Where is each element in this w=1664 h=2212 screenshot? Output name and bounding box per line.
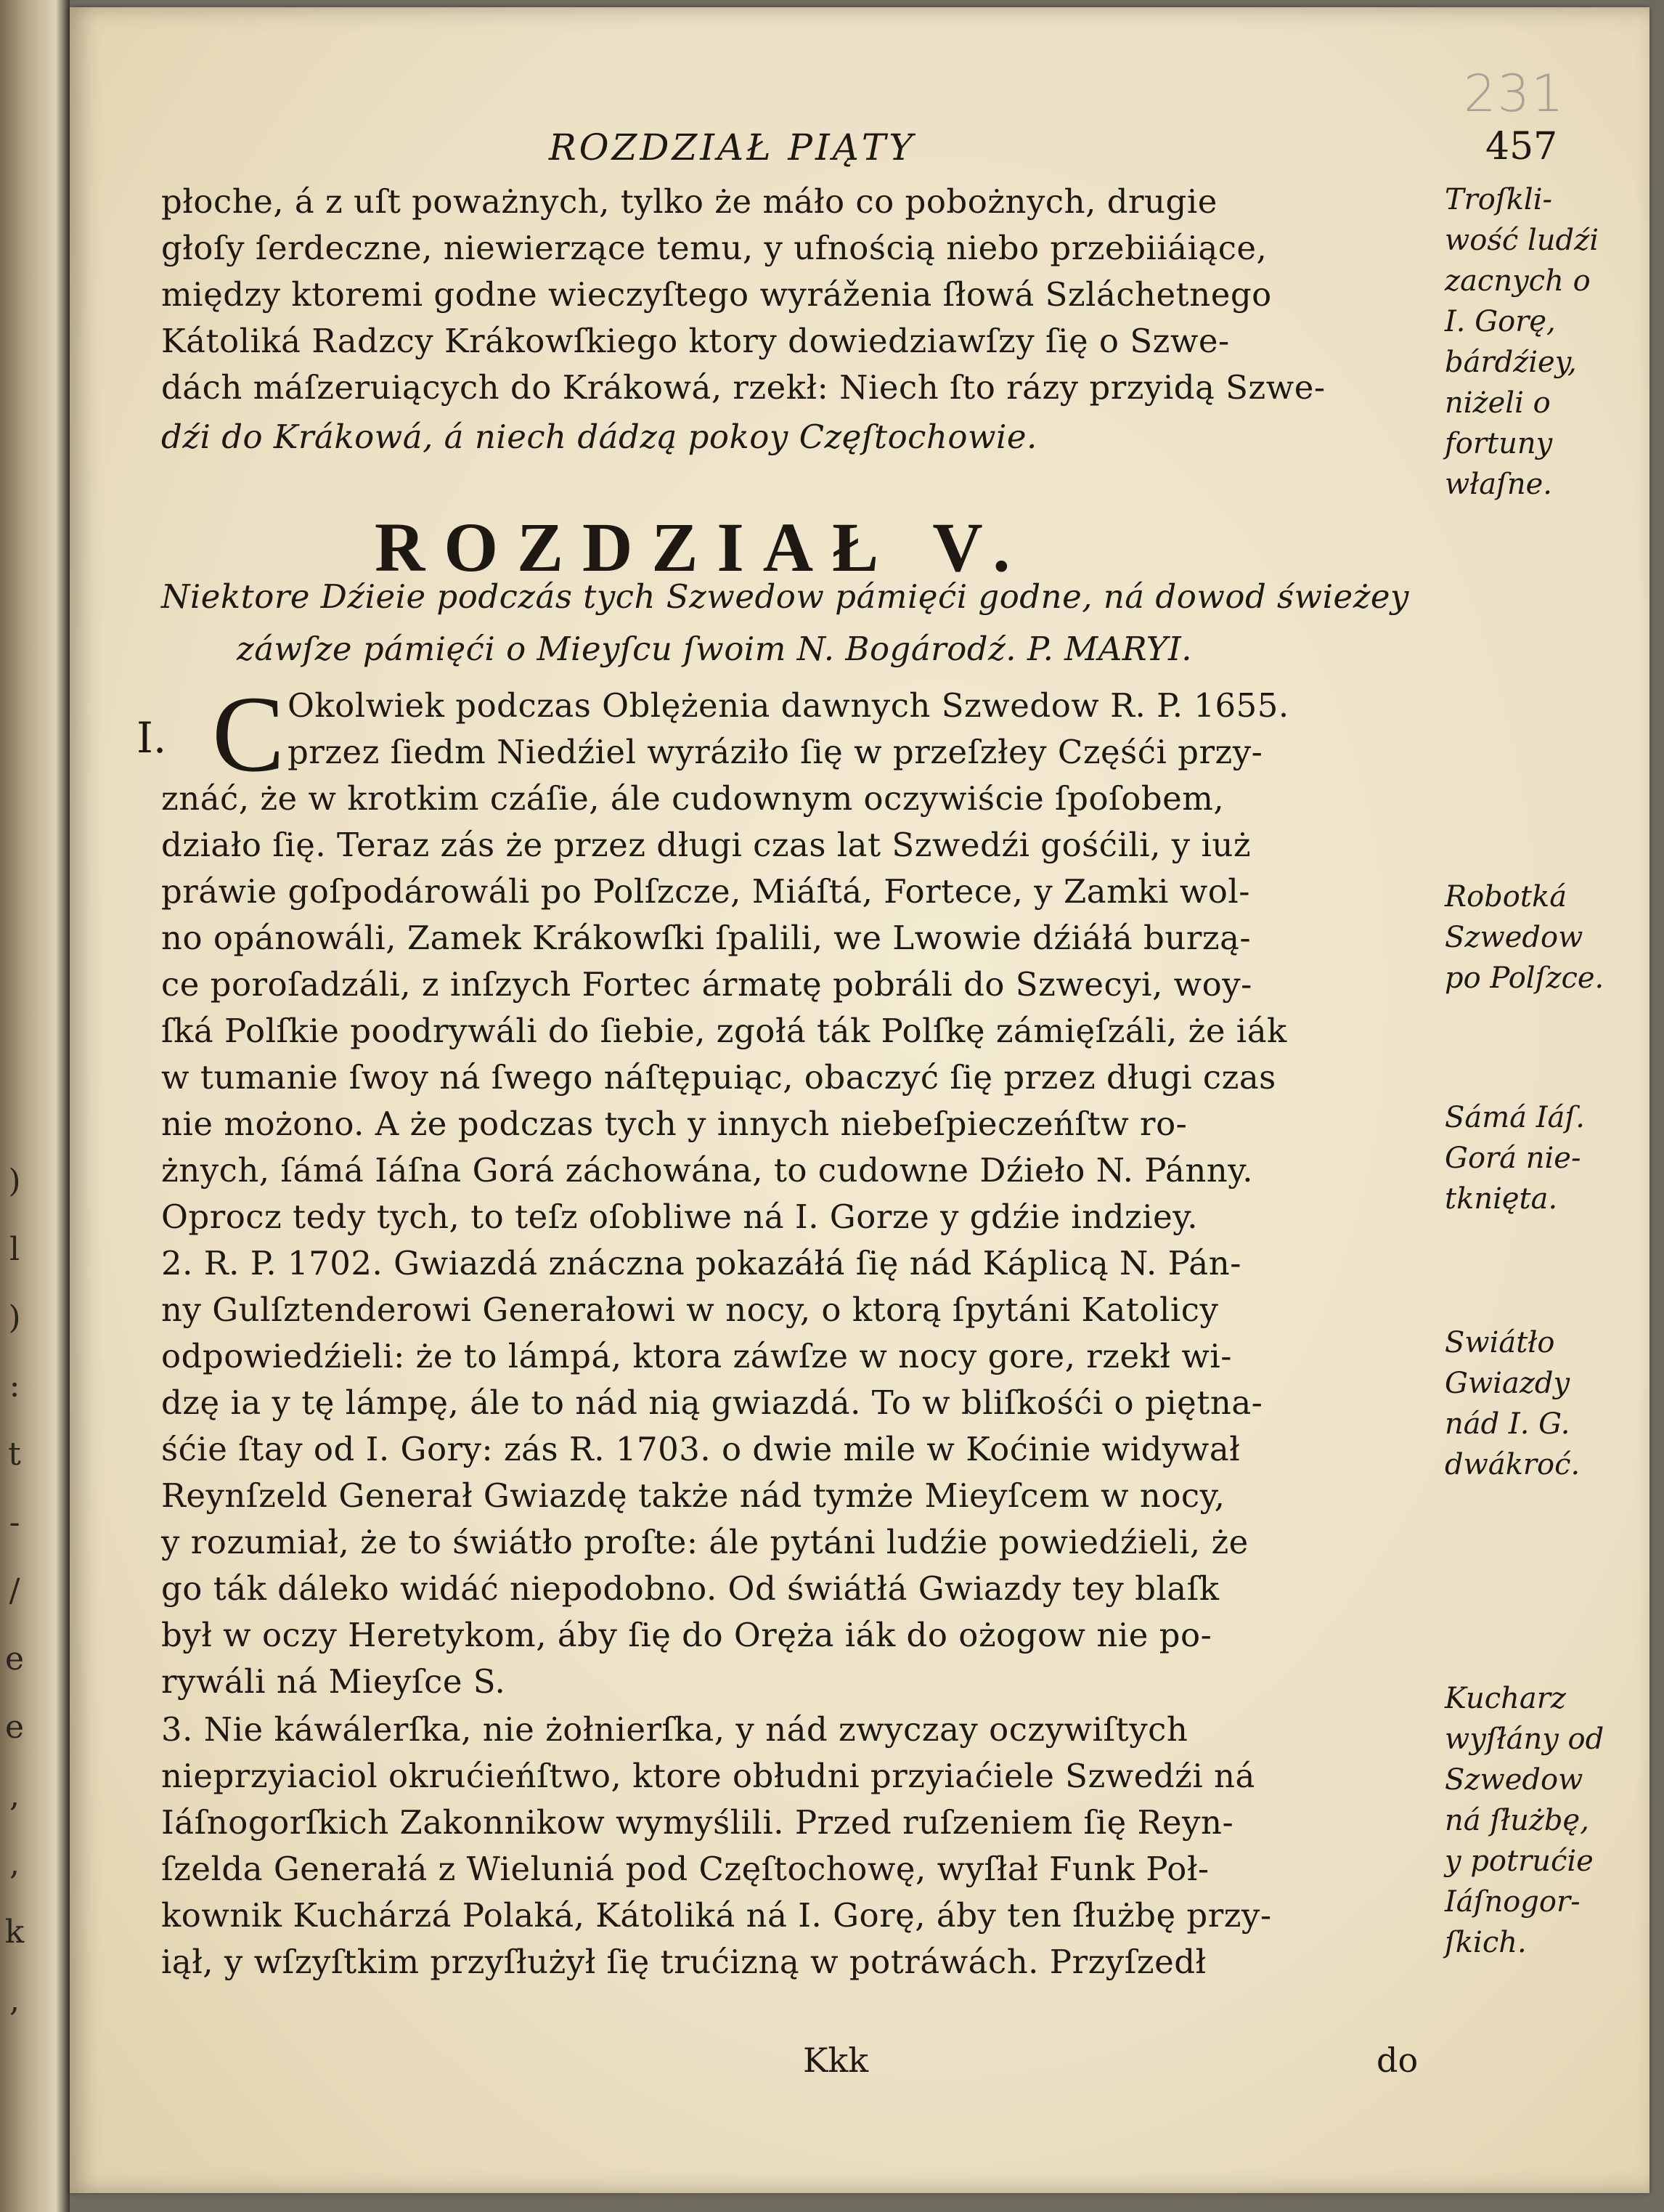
edge-char: , [9,1845,20,1882]
margin-note: Szwedow [1445,921,1583,954]
text-line: odpowiedźieli: że to lámpá, ktora záwſze w nocy gore, rzekł wi- [161,1337,1232,1375]
text-line: dźi do Krákowá, á niech dádzą pokoy Częſtochowie. [161,418,1037,456]
text-line: 2. R. P. 1702. Gwiazdá znáczna pokazáłá ſię nád Káplicą N. Pán- [161,1244,1241,1282]
text-line: ſzelda Generałá z Wieluniá pod Częſtochowę, wyſłał Funk Poł- [161,1850,1210,1888]
text-line: nieprzyiaciol okrućieńſtwo, ktore obłudni przyiaćiele Szwedźi ná [161,1757,1255,1795]
margin-note: wyſłány od [1445,1723,1604,1756]
page-number: 457 [1485,125,1558,168]
edge-char: k [4,1914,25,1951]
text-line: ny Gulſztenderowi Generałowi w nocy, o ktorą ſpytáni Katolicy [161,1290,1219,1329]
drop-cap: C [212,674,285,794]
margin-note: fortuny [1445,427,1553,460]
handwritten-folio-number: 231 [1464,64,1565,123]
text-line: nie możono. A że podczas tych y innych niebeſpieczeńſtw ro- [161,1105,1188,1143]
edge-char: e [4,1709,25,1746]
margin-note: Troſkli- [1445,183,1553,216]
margin-note: y potrućie [1445,1845,1594,1878]
text-line: znáć, że w krotkim czáſie, ále cudownym oczywiście ſpoſobem, [161,779,1225,818]
edge-char: , [9,1777,20,1814]
edge-char: l [9,1231,20,1268]
text-line: w tumanie ſwoy ná ſwego náſtępuiąc, obaczyć ſię przez długi czas [161,1058,1276,1097]
text-line: był w oczy Heretykom, áby ſię do Oręża iák do ożogow nie po- [161,1616,1212,1654]
margin-note: właſne. [1445,468,1553,501]
section-number: I. [136,713,167,763]
text-line: y rozumiał, że to świátło proſte: ále pytáni ludźie powiedźieli, że [161,1523,1249,1561]
margin-note: tknięta. [1445,1182,1558,1216]
text-line: práwie goſpodárowáli po Polſzcze, Miáſtá, Fortece, y Zamki wol- [161,872,1250,911]
edge-char: / [9,1572,20,1609]
margin-note: Iáſnogor- [1445,1885,1581,1919]
text-line: no opánowáli, Zamek Krákowſki ſpalili, we Lwowie dźiáłá burzą- [161,919,1252,957]
text-line: między ktoremi godne wieczyſtego wyráženia ſłowá Szláchetnego [161,275,1272,314]
text-line: przez ſiedm Niedźiel wyráziło ſię w przeſzłey Częśći przy- [287,733,1263,771]
margin-note: ſkich. [1445,1926,1527,1959]
edge-char: ) [8,1299,21,1336]
margin-note: Gwiazdy [1445,1367,1570,1400]
text-line: go ták dáleko widáć niepodobno. Od świátłá Gwiazdy tey blaſk [161,1569,1220,1608]
edge-char: - [9,1504,20,1541]
book-page [70,7,1649,2193]
margin-note: po Polſzce. [1445,961,1604,995]
text-line: Niektore Dźieie podczás tych Szwedow pámięći godne, ná dowod świeżey [161,577,1409,616]
text-line: Okolwiek podczas Oblężenia dawnych Szwedow R. P. 1655. [287,686,1289,725]
signature-mark: Kkk [803,2041,869,2080]
margin-note: Gorá nie- [1445,1142,1581,1175]
text-line: żnych, ſámá Iáſna Gorá záchowána, to cudowne Dźieło N. Pánny. [161,1151,1254,1190]
edge-char: : [9,1367,20,1404]
running-head: ROZDZIAŁ PIĄTY [549,126,916,168]
previous-page-text-fragments [0,1147,29,2035]
text-line: Iáſnogorſkich Zakonnikow wymyślili. Przed ruſzeniem ſię Reyn- [161,1803,1234,1842]
text-line: Reynſzeld Generał Gwiazdę także nád tymże Mieyſcem w nocy, [161,1476,1225,1515]
margin-note: Swiátło [1445,1326,1555,1359]
edge-char: ) [8,1163,21,1200]
text-line: głoſy ſerdeczne, niewierzące temu, y ufnością niebo przebiiáiące, [161,229,1268,267]
margin-note: nád I. G. [1445,1407,1570,1441]
margin-note: wość ludźi [1445,224,1599,257]
edge-char: , [9,1982,20,2019]
margin-note: bárdźiey, [1445,346,1577,379]
text-line: działo ſię. Teraz zás że przez długi czas lat Szwedźi gośćili, y iuż [161,826,1252,864]
text-line: iął, y wſzyſtkim przyſłużył ſię trućizną w potráwách. Przyſzedł [161,1943,1207,1981]
margin-note: dwákroć. [1445,1448,1581,1481]
text-line: dách máſzeruiących do Krákowá, rzekł: Niech ſto rázy przyidą Szwe- [161,368,1326,407]
edge-char: e [4,1640,25,1678]
margin-note: zacnych o [1445,264,1591,298]
margin-note: niżeli o [1445,386,1551,420]
margin-note: ná ſłużbę, [1445,1804,1589,1837]
catchword: do [1377,2041,1419,2080]
text-line: ce poroſadzáli, z inſzych Fortec ármatę pobráli do Szwecyi, woy- [161,965,1252,1004]
margin-note: Szwedow [1445,1763,1583,1797]
previous-page-edge [0,0,70,2212]
margin-note: Kucharz [1445,1682,1566,1715]
chapter-title: ROZDZIAŁ V. [375,508,1029,586]
text-line: záwſze pámięći o Mieyſcu ſwoim N. Bogárodź. P. MARYI. [237,630,1193,668]
text-line: rywáli ná Mieyſce S. [161,1662,506,1701]
text-line: Kátoliká Radzcy Krákowſkiego ktory dowiedziawſzy ſię o Szwe- [161,322,1230,360]
text-line: płoche, á z uſt poważnych, tylko że máło co pobożnych, drugie [161,182,1218,221]
margin-note: I. Gorę, [1445,305,1556,338]
margin-note: Robotká [1445,880,1567,914]
margin-note: Sámá Iáſ. [1445,1101,1585,1134]
edge-char: t [8,1436,21,1473]
text-line: śćie ſtay od I. Gory: zás R. 1703. o dwie mile w Koćinie widywał [161,1430,1241,1468]
text-line: kownik Kuchárzá Polaká, Kátoliká ná I. Gorę, áby ten ſłużbę przy- [161,1896,1272,1935]
text-line: dzę ia y tę lámpę, ále to nád nią gwiazdá. To w bliſkośći o piętna- [161,1383,1263,1422]
text-line: 3. Nie káwálerſka, nie żołnierſka, y nád zwyczay oczywiſtych [161,1710,1188,1749]
text-line: Oprocz tedy tych, to teſz oſobliwe ná I. Gorze y gdźie indziey. [161,1198,1199,1236]
text-line: ſká Polſkie poodrywáli do ſiebie, zgołá ták Polſkę zámięſzáli, że iák [161,1012,1287,1050]
